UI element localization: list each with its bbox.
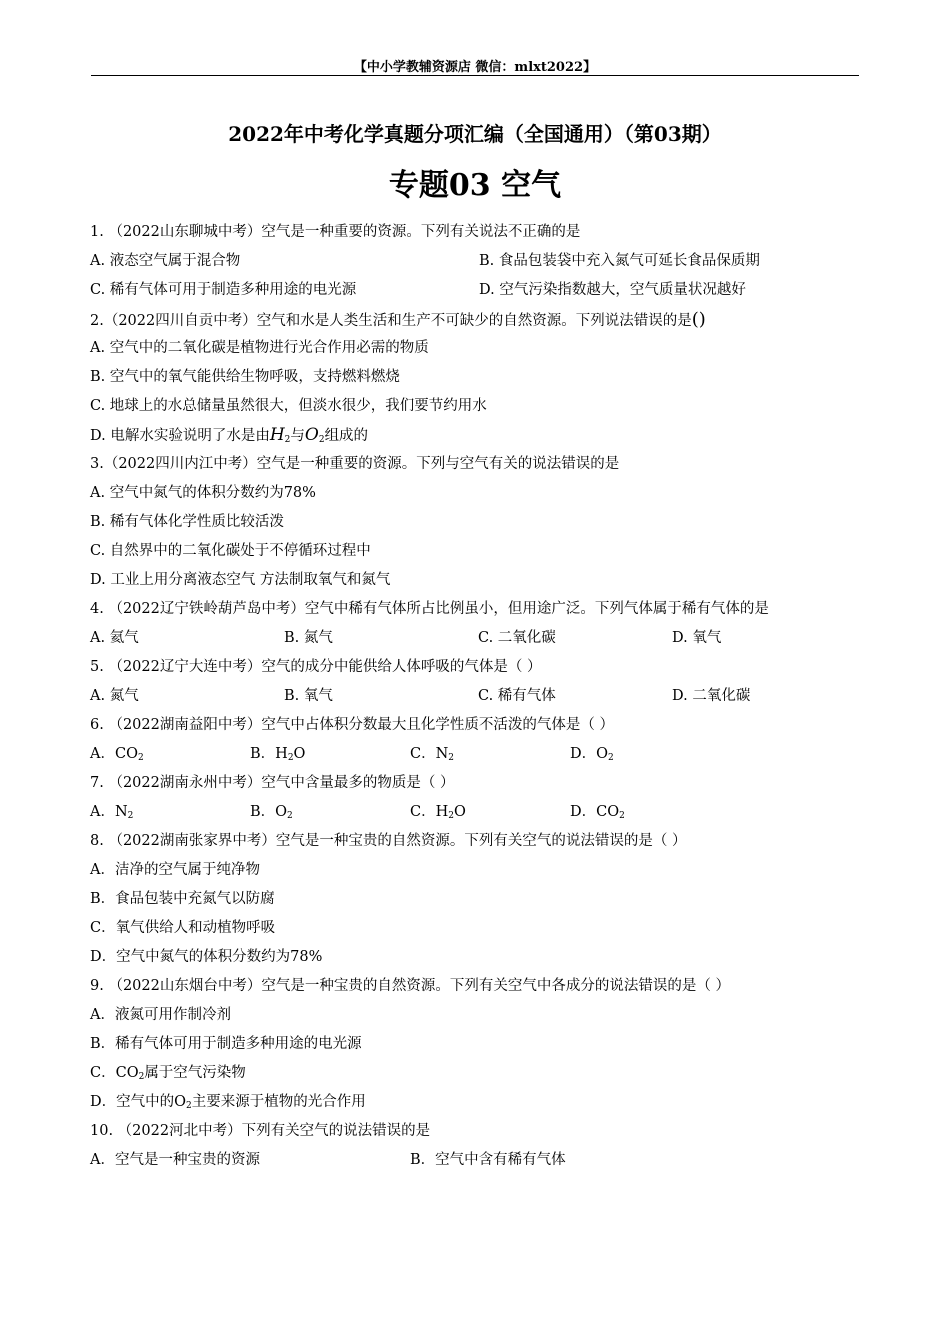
subscript: 2 — [127, 811, 134, 821]
option-row — [90, 798, 862, 827]
option-9d — [90, 1088, 862, 1117]
question-stem-5: 5. （2022辽宁大连中考）空气的成分中能供给人体呼吸的气体是（ ） — [90, 659, 542, 675]
subscript: 2 — [186, 1101, 192, 1111]
option-4d: D. 氧气 — [672, 630, 722, 646]
option-row — [90, 624, 862, 653]
option-5d: D. 二氧化碳 — [672, 688, 751, 704]
option-6c — [410, 740, 570, 769]
option-text: 属于空气污染物 — [144, 1065, 246, 1081]
page-subtitle: 专题03 空气 — [388, 168, 562, 203]
answer-blank: () — [691, 309, 706, 330]
option-text: C．N — [410, 746, 449, 762]
option-5c: C. 稀有气体 — [478, 688, 556, 704]
question-stem-1: 1. （2022山东聊城中考）空气是一种重要的资源。下列有关说法不正确的是 — [90, 224, 581, 240]
subscript: 2 — [137, 753, 144, 763]
option-text: B．H — [250, 746, 288, 762]
option-text: D．空气中的O — [90, 1094, 187, 1110]
option-text: D．O — [570, 746, 609, 762]
subscript: 2 — [287, 811, 293, 821]
option-9a: A．液氮可用作制冷剂 — [90, 1007, 231, 1023]
header-rule — [91, 75, 859, 76]
option-7d — [570, 798, 730, 827]
option-8b: B．食品包装中充氮气以防腐 — [90, 891, 275, 907]
option-4a: A. 氦气 — [90, 630, 139, 646]
option-10a: A．空气是一种宝贵的资源 — [90, 1152, 260, 1168]
option-7a — [90, 798, 250, 827]
question-stem-4: 4. （2022辽宁铁岭葫芦岛中考）空气中稀有气体所占比例虽小，但用途广泛。下列气体属于稀有气体的是 — [90, 601, 769, 617]
option-5b: B. 氧气 — [284, 688, 333, 704]
subscript: 2 — [287, 753, 294, 763]
option-row — [90, 682, 862, 711]
option-text: A．N — [90, 804, 128, 820]
question-stem-6: 6. （2022湖南益阳中考）空气中占体积分数最大且化学性质不活泼的气体是（ ） — [90, 717, 614, 733]
question-list — [90, 218, 862, 1175]
option-text: D. 电解水实验说明了水是由 — [90, 428, 270, 444]
option-9b: B．稀有气体可用于制造多种用途的电光源 — [90, 1036, 362, 1052]
question-stem-7: 7. （2022湖南永州中考）空气中含量最多的物质是（ ） — [90, 775, 455, 791]
option-row — [90, 247, 862, 276]
question-stem-2 — [90, 305, 862, 334]
question-stem-3: 3.（2022四川内江中考）空气是一种重要的资源。下列与空气有关的说法错误的是 — [90, 456, 620, 472]
option-7c — [410, 798, 570, 827]
option-row — [90, 276, 862, 305]
option-text: 主要来源于植物的光合作用 — [191, 1094, 366, 1110]
option-7b — [250, 798, 410, 827]
option-9c — [90, 1059, 862, 1088]
option-3b: B. 稀有气体化学性质比较活泼 — [90, 514, 284, 530]
option-3c: C. 自然界中的二氧化碳处于不停循环过程中 — [90, 543, 371, 559]
option-2c: C. 地球上的水总储量虽然很大，但淡水很少，我们要节约用水 — [90, 398, 487, 414]
option-row — [90, 1146, 862, 1175]
formula-o: O — [304, 425, 319, 445]
option-4b: B. 氮气 — [284, 630, 333, 646]
option-5a: A. 氮气 — [90, 688, 139, 704]
question-stem-9: 9. （2022山东烟台中考）空气是一种宝贵的自然资源。下列有关空气中各成分的说法错误的是（ ） — [90, 978, 730, 994]
option-1a: A. 液态空气属于混合物 — [90, 253, 241, 269]
subscript: 2 — [448, 753, 455, 763]
option-3d: D. 工业上用分离液态空气 方法制取氧气和氮气 — [90, 572, 391, 588]
option-8a: A．洁净的空气属于纯净物 — [90, 862, 260, 878]
subscript: 2 — [448, 811, 454, 821]
subscript: 2 — [138, 1072, 145, 1082]
option-1b: B. 食品包装袋中充入氮气可延长食品保质期 — [479, 253, 760, 269]
option-4c: C. 二氧化碳 — [478, 630, 556, 646]
option-text: B．O — [250, 804, 288, 820]
option-8c: C．氧气供给人和动植物呼吸 — [90, 920, 276, 936]
option-3a: A. 空气中氮气的体积分数约为78% — [90, 485, 316, 501]
option-2a: A. 空气中的二氧化碳是植物进行光合作用必需的物质 — [90, 340, 429, 356]
page-title: 2022年中考化学真题分项汇编（全国通用）（第03期） — [228, 122, 722, 146]
question-stem-10: 10. （2022河北中考）下列有关空气的说法错误的是 — [90, 1123, 431, 1139]
option-2b: B. 空气中的氧气能供给生物呼吸，支持燃料燃烧 — [90, 369, 400, 385]
subscript: 2 — [318, 435, 325, 445]
option-6a — [90, 740, 250, 769]
option-text: 与 — [290, 428, 305, 444]
subscript: 2 — [619, 811, 625, 821]
option-6b — [250, 740, 410, 769]
option-1c: C. 稀有气体可用于制造多种用途的电光源 — [90, 282, 357, 298]
option-text: 组成的 — [324, 428, 369, 444]
option-10b: B．空气中含有稀有气体 — [410, 1152, 566, 1168]
option-1d: D. 空气污染指数越大，空气质量状况越好 — [479, 282, 746, 298]
option-8d: D．空气中氮气的体积分数约为78% — [90, 949, 323, 965]
option-text: O — [453, 804, 466, 820]
option-6d — [570, 740, 730, 769]
subscript: 2 — [608, 753, 614, 763]
question-stem-8: 8. （2022湖南张家界中考）空气是一种宝贵的自然资源。下列有关空气的说法错误的是（ ） — [90, 833, 687, 849]
subscript: 2 — [284, 435, 291, 445]
option-text: C．H — [410, 804, 449, 820]
option-text: D．CO — [570, 804, 620, 820]
page-header: 【中小学教辅资源店 微信：mlxt2022】 — [353, 60, 597, 75]
option-text: O — [293, 746, 306, 762]
option-text: C．CO — [90, 1065, 139, 1081]
option-row — [90, 740, 862, 769]
formula-h: H — [269, 425, 285, 445]
option-text: A．CO — [90, 746, 138, 762]
stem-text: 2.（2022四川自贡中考）空气和水是人类生活和生产不可缺少的自然资源。下列说法错误的是 — [90, 313, 692, 329]
option-2d — [90, 421, 862, 450]
